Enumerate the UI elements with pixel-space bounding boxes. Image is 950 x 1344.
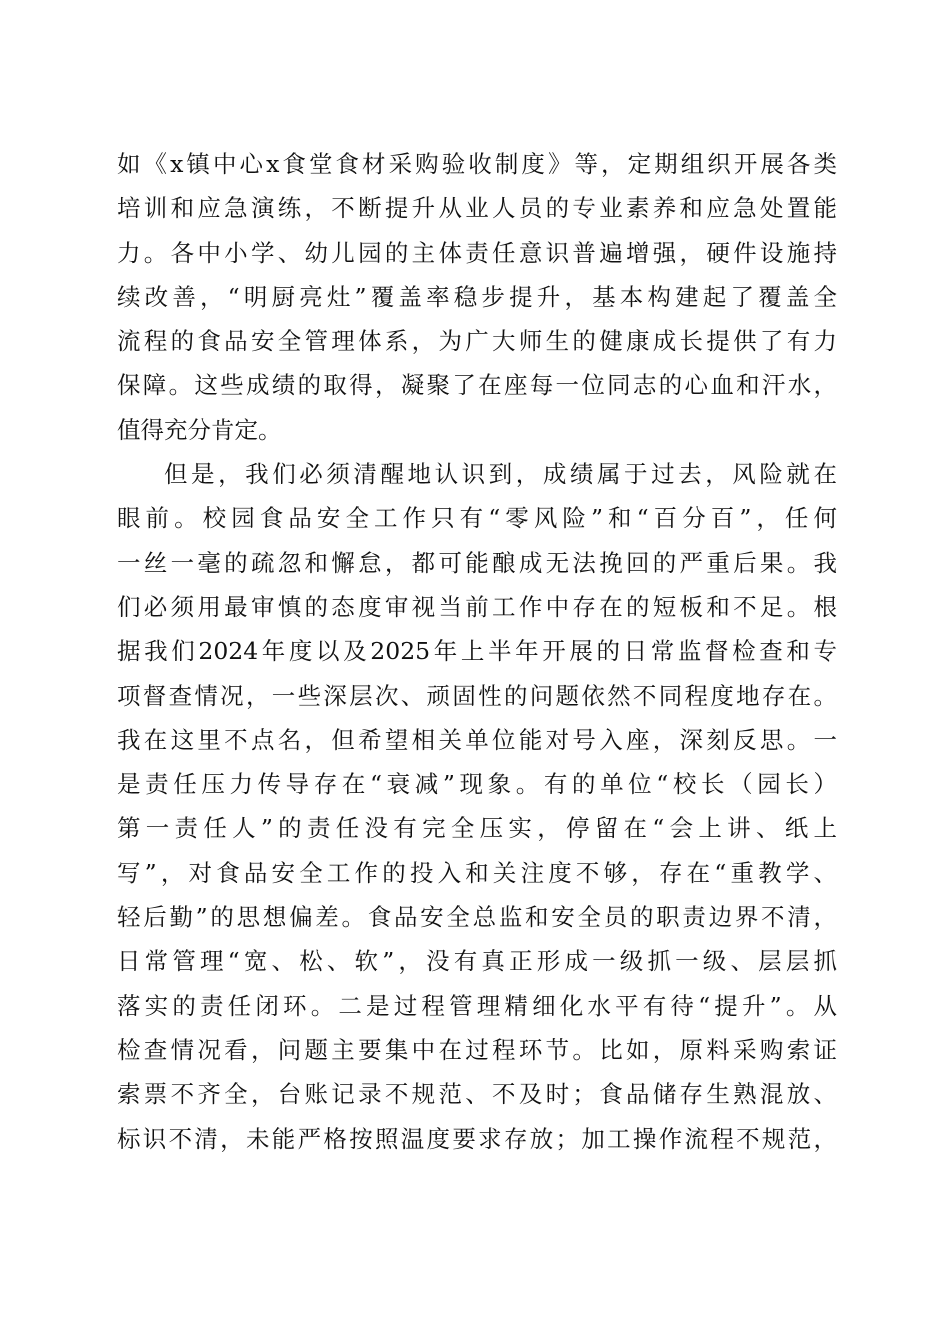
text-line: 写”，对食品安全工作的投入和关注度不够，存在“重教学、	[117, 858, 837, 887]
text-line: 据我们2024年度以及2025年上半年开展的日常监督检查和专	[117, 637, 837, 666]
text-line: 轻后勤”的思想偏差。食品安全总监和安全员的职责边界不清，	[117, 903, 837, 932]
text-line: 检查情况看，问题主要集中在过程环节。比如，原料采购索证	[117, 1035, 837, 1064]
text-line: 眼前。校园食品安全工作只有“零风险”和“百分百”，任何	[117, 504, 837, 533]
text-line: 日常管理“宽、松、软”，没有真正形成一级抓一级、层层抓	[117, 947, 837, 976]
text-line: 值得充分肯定。	[117, 415, 282, 444]
text-line: 第一责任人”的责任没有完全压实，停留在“会上讲、纸上	[117, 814, 837, 843]
text-line: 培训和应急演练，不断提升从业人员的专业素养和应急处置能	[117, 194, 837, 223]
text-line: 流程的食品安全管理体系，为广大师生的健康成长提供了有力	[117, 327, 837, 356]
text-line: 如《x镇中心x食堂食材采购验收制度》等，定期组织开展各类	[117, 150, 837, 178]
paragraph-first-line: 但是，我们必须清醒地认识到，成绩属于过去，风险就在	[164, 460, 837, 489]
text-line: 我在这里不点名，但希望相关单位能对号入座，深刻反思。一	[117, 725, 837, 754]
text-line: 续改善，“明厨亮灶”覆盖率稳步提升，基本构建起了覆盖全	[117, 282, 837, 311]
text-line: 们必须用最审慎的态度审视当前工作中存在的短板和不足。根	[117, 592, 837, 621]
body-text	[117, 142, 837, 1161]
text-line: 索票不齐全，台账记录不规范、不及时；食品储存生熟混放、	[117, 1080, 837, 1109]
text-line: 保障。这些成绩的取得，凝聚了在座每一位同志的心血和汗水，	[117, 371, 837, 400]
text-line: 项督查情况，一些深层次、顽固性的问题依然不同程度地存在。	[117, 681, 837, 710]
text-line: 力。各中小学、幼儿园的主体责任意识普遍增强，硬件设施持	[117, 238, 837, 267]
text-line: 落实的责任闭环。二是过程管理精细化水平有待“提升”。从	[117, 991, 837, 1020]
text-line: 是责任压力传导存在“衰减”现象。有的单位“校长（园长）	[117, 770, 837, 799]
text-line: 一丝一毫的疏忽和懈怠，都可能酿成无法挽回的严重后果。我	[117, 548, 837, 577]
text-line: 标识不清，未能严格按照温度要求存放；加工操作流程不规范，	[117, 1124, 837, 1153]
